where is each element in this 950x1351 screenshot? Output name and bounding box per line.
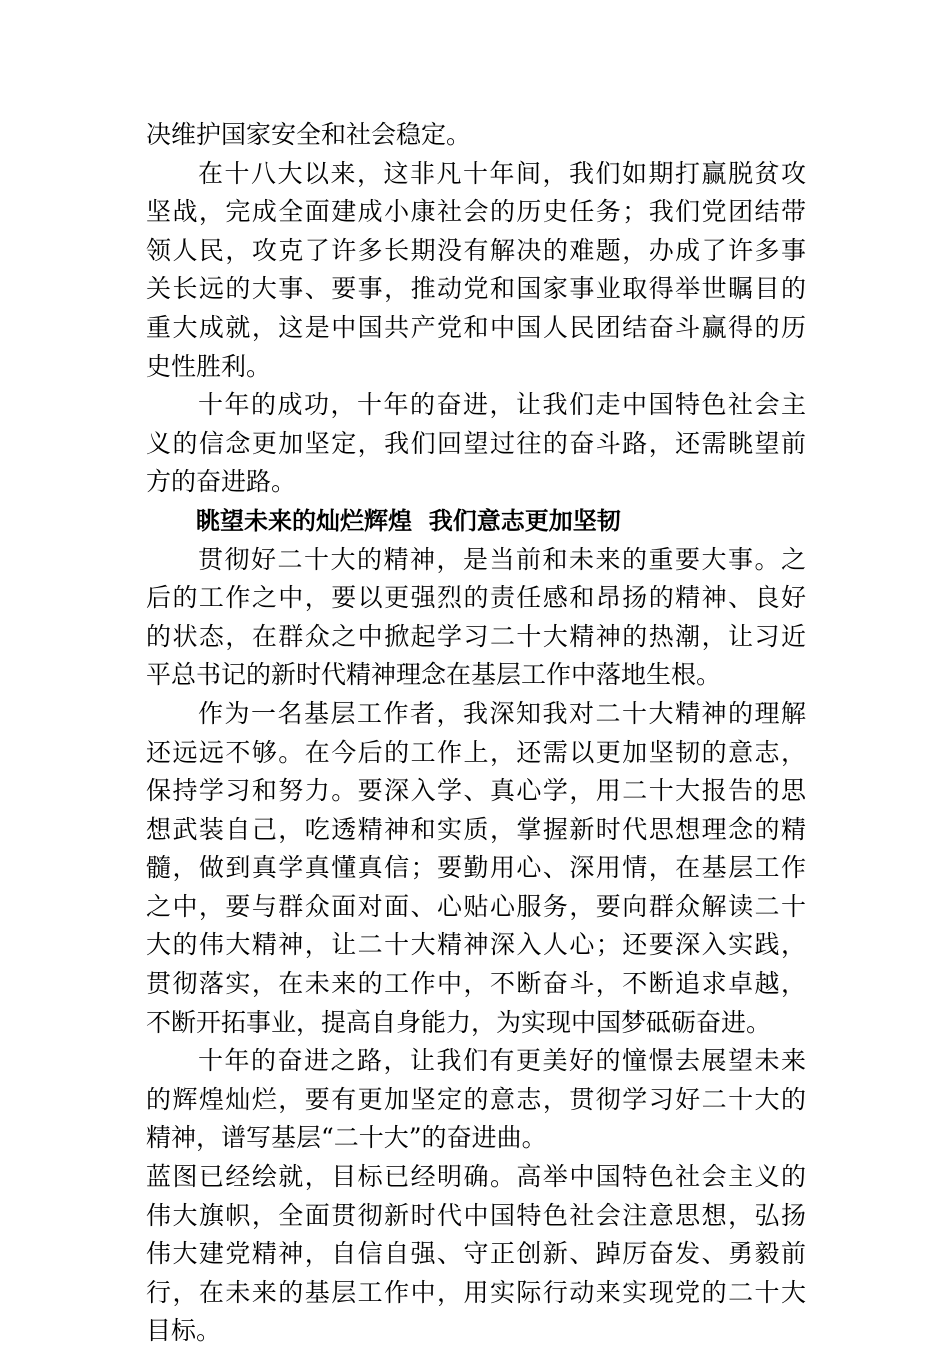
text-line: 髓，做到真学真懂真信；要勤用心、深用情，在基层工作 bbox=[146, 853, 806, 883]
text-line: 大的伟大精神，让二十大精神深入人心；还要深入实践， bbox=[146, 930, 806, 960]
text-line: 行，在未来的基层工作中，用实际行动来实现党的二十大 bbox=[146, 1277, 806, 1307]
text-line: 伟大建党精神，自信自强、守正创新、踔厉奋发、勇毅前 bbox=[146, 1239, 806, 1269]
text-line: 方的奋进路。 bbox=[146, 467, 297, 497]
text-line: 保持学习和努力。要深入学、真心学，用二十大报告的思 bbox=[146, 776, 806, 806]
paragraph-first-line: 作为一名基层工作者，我深知我对二十大精神的理解 bbox=[198, 698, 806, 728]
paragraph-first-line: 十年的奋进之路，让我们有更美好的憧憬去展望未来 bbox=[198, 1046, 806, 1076]
paragraph-first-line: 蓝图已经绘就，目标已经明确。高举中国特色社会主义的 bbox=[146, 1162, 806, 1192]
text-line: 史性胜利。 bbox=[146, 351, 272, 381]
text-line: 重大成就，这是中国共产党和中国人民团结奋斗赢得的历 bbox=[146, 312, 806, 342]
text-line: 领人民，攻克了许多长期没有解决的难题，办成了许多事 bbox=[146, 235, 806, 265]
text-line: 的状态，在群众之中掀起学习二十大精神的热潮，让习近 bbox=[146, 621, 806, 651]
text-line: 贯彻落实，在未来的工作中，不断奋斗，不断追求卓越， bbox=[146, 969, 806, 999]
text-line: 目标。 bbox=[146, 1316, 222, 1346]
text-line: 关长远的大事、要事，推动党和国家事业取得举世瞩目的 bbox=[146, 274, 806, 304]
text-line: 决维护国家安全和社会稳定。 bbox=[146, 120, 472, 149]
text-line: 义的信念更加坚定，我们回望过往的奋斗路，还需眺望前 bbox=[146, 428, 806, 458]
text-line: 伟大旗帜，全面贯彻新时代中国特色社会注意思想，弘扬 bbox=[146, 1200, 806, 1230]
document-body bbox=[146, 116, 806, 1351]
paragraph-first-line: 十年的成功，十年的奋进，让我们走中国特色社会主 bbox=[198, 390, 806, 420]
text-line: 想武装自己，吃透精神和实质，掌握新时代思想理念的精 bbox=[146, 814, 806, 844]
text-line: 之中，要与群众面对面、心贴心服务，要向群众解读二十 bbox=[146, 891, 806, 921]
text-line: 的辉煌灿烂，要有更加坚定的意志，贯彻学习好二十大的 bbox=[146, 1084, 806, 1114]
text-line: 后的工作之中，要以更强烈的责任感和昂扬的精神、良好 bbox=[146, 583, 806, 613]
text-line: 不断开拓事业，提高自身能力，为实现中国梦砥砺奋进。 bbox=[146, 1007, 772, 1037]
text-line: 还远远不够。在今后的工作上，还需以更加坚韧的意志， bbox=[146, 737, 806, 767]
paragraph-first-line: 贯彻好二十大的精神，是当前和未来的重要大事。之 bbox=[198, 544, 806, 574]
text-line: 坚战，完成全面建成小康社会的历史任务；我们党团结带 bbox=[146, 197, 806, 227]
text-line: 平总书记的新时代精神理念在基层工作中落地生根。 bbox=[146, 660, 722, 690]
paragraph-first-line: 在十八大以来，这非凡十年间，我们如期打赢脱贫攻 bbox=[198, 158, 806, 188]
section-heading: 眺望未来的灿烂辉煌 我们意志更加坚韧 bbox=[196, 506, 621, 535]
text-line: 精神，谱写基层“二十大”的奋进曲。 bbox=[146, 1123, 547, 1153]
